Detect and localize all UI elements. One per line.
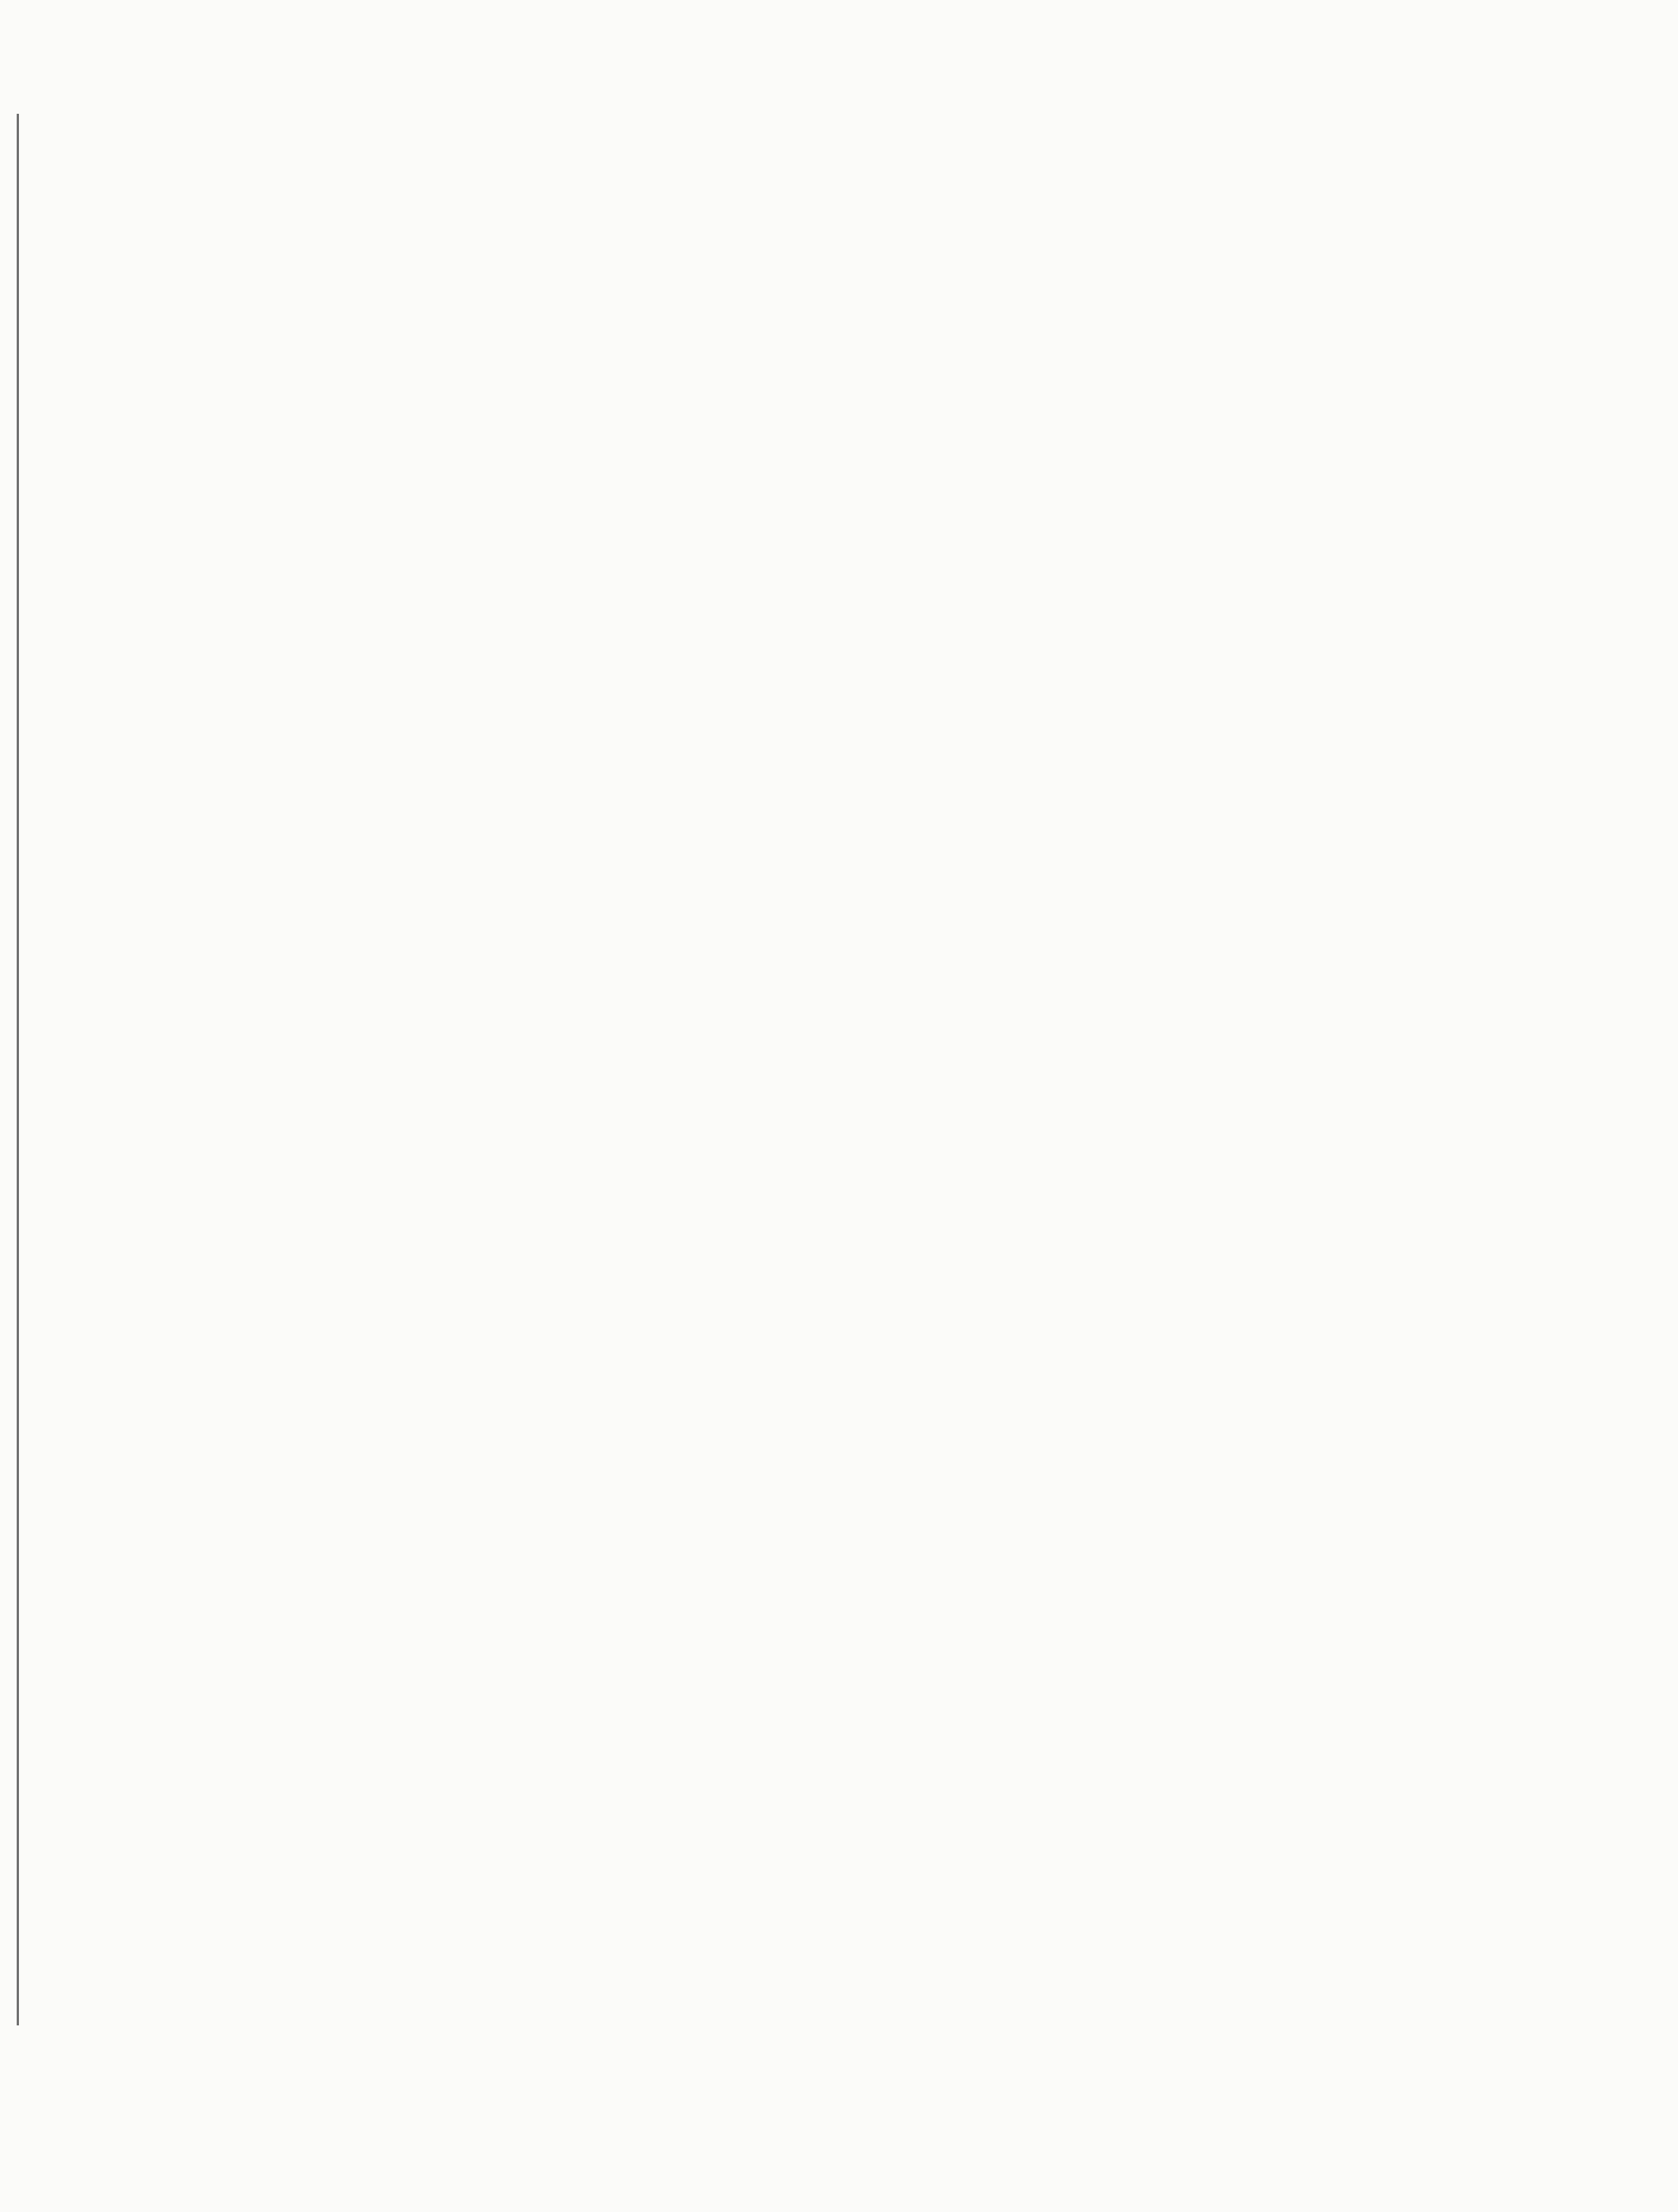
margin-rule <box>17 114 19 2025</box>
